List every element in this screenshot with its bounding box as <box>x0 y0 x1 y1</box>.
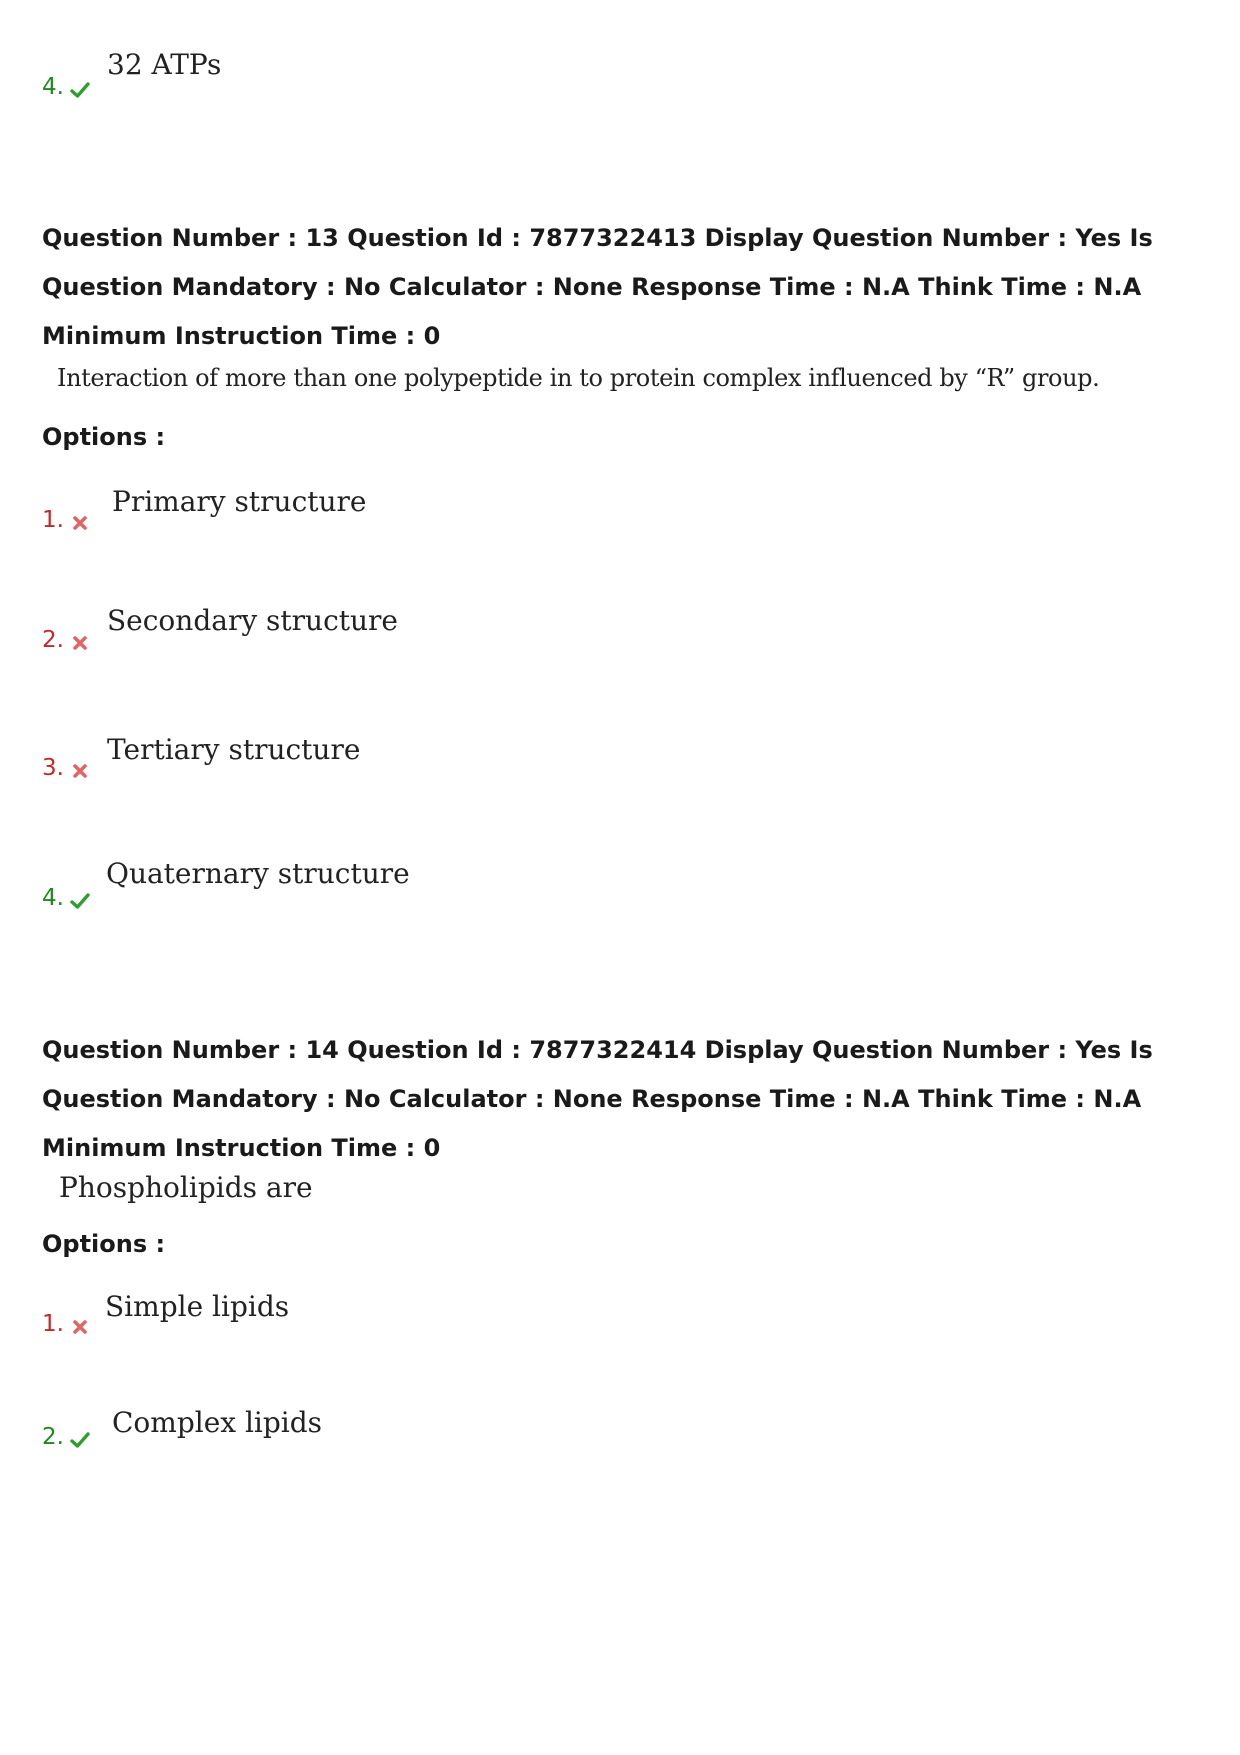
check-mark-icon <box>69 79 91 101</box>
option-number: 2. <box>42 627 64 653</box>
option-row <box>42 506 91 534</box>
option-row <box>42 1423 91 1451</box>
option-row <box>42 626 91 654</box>
option-text: Secondary structure <box>107 604 399 637</box>
option-number: 3. <box>42 755 64 781</box>
question-text: Interaction of more than one polypeptide in to protein complex influenced by “R” group. <box>57 364 1100 392</box>
check-mark-icon <box>69 1429 91 1451</box>
option-row <box>42 1310 91 1338</box>
option-text: Primary structure <box>112 485 367 518</box>
option-number: 4. <box>42 74 64 100</box>
cross-mark-icon <box>69 1316 91 1338</box>
options-label: Options : <box>42 1230 166 1258</box>
option-number: 1. <box>42 507 64 533</box>
cross-mark-icon <box>69 632 91 654</box>
option-number: 2. <box>42 1424 64 1450</box>
cross-mark-icon <box>69 512 91 534</box>
options-label: Options : <box>42 423 166 451</box>
option-row <box>42 73 91 101</box>
option-text: Quaternary structure <box>106 857 410 890</box>
option-number: 4. <box>42 885 64 911</box>
cross-mark-icon <box>69 760 91 782</box>
option-text: 32 ATPs <box>107 48 222 81</box>
question-meta: Question Number : 14 Question Id : 7877322414 Display Question Number : Yes Is Question Mandatory : No Calculator : None Response Time : N.A Think Time : N.A Minimum Instruction Time : 0 <box>42 1036 1153 1162</box>
option-number: 1. <box>42 1311 64 1337</box>
option-text: Tertiary structure <box>107 733 361 766</box>
option-text: Complex lipids <box>112 1406 323 1439</box>
question-meta: Question Number : 13 Question Id : 7877322413 Display Question Number : Yes Is Question Mandatory : No Calculator : None Response Time : N.A Think Time : N.A Minimum Instruction Time : 0 <box>42 224 1153 350</box>
question-text: Phospholipids are <box>59 1171 313 1204</box>
check-mark-icon <box>69 890 91 912</box>
option-text: Simple lipids <box>105 1290 290 1323</box>
option-row <box>42 754 91 782</box>
option-row <box>42 884 91 912</box>
